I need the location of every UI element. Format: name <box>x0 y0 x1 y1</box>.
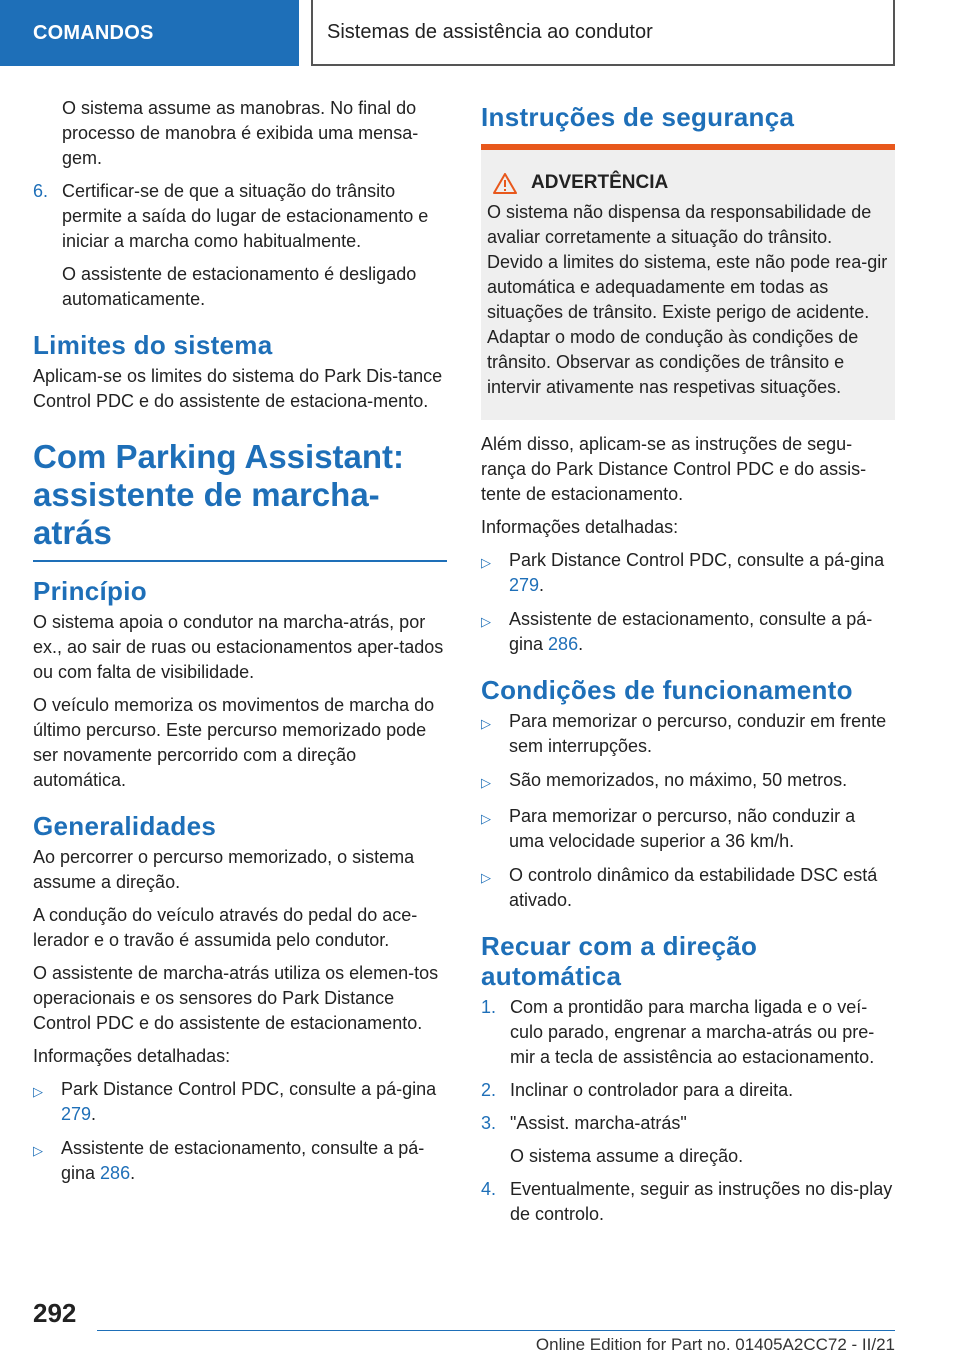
edition-text: Online Edition for Part no. 01405A2CC72 - II/21 <box>535 1335 895 1354</box>
warning-header <box>487 172 889 194</box>
step-4: 4. Eventualmente, seguir as instruções no dis-play de controlo. <box>481 1179 893 1224</box>
general-info: Informações detalhadas: <box>33 1046 231 1066</box>
page-link[interactable]: 279 <box>509 575 540 595</box>
principle-p1: O sistema apoia o condutor na marcha-atrás, por ex., ao sair de ruas ou estacionamentos aper-tados ou com falta de visibilidade. <box>33 612 444 682</box>
page-header <box>0 0 960 66</box>
left-column <box>33 96 447 1195</box>
page-number: 292 <box>33 1298 77 1328</box>
list-item: ▷ Assistente de estacionamento, consulte a pá-gina 286. <box>33 1136 447 1186</box>
triangle-bullet-icon: ▷ <box>481 555 491 570</box>
limits-text: Aplicam-se os limites do sistema do Park Dis-tance Control PDC e do assistente de estaciona-mento. <box>33 366 443 411</box>
general-p2: A condução do veículo através do pedal do ace-lerador e o travão é assumida pelo condutor. <box>33 905 418 950</box>
main-heading: Com Parking Assistant: assistente de marcha-atrás <box>33 438 447 562</box>
step-6-note: O assistente de estacionamento é desligado automaticamente. <box>62 264 417 309</box>
right-column <box>481 96 895 1235</box>
step-text: Certificar-se de que a situação do trânsito permite a saída do lugar de estacionamento e iniciar a marcha como habitualmente. <box>62 181 429 251</box>
reverse-heading: Recuar com a direção automática <box>481 931 758 991</box>
warning-triangle-icon <box>493 173 517 194</box>
safety-p1: Além disso, aplicam-se as instruções de segu-rança do Park Distance Control PDC e do assis-tente de estacionamento. <box>481 434 867 504</box>
warning-box <box>481 144 895 420</box>
triangle-bullet-icon: ▷ <box>33 1084 43 1099</box>
principle-heading: Princípio <box>33 576 147 606</box>
conditions-heading: Condições de funcionamento <box>481 675 853 705</box>
list-item: ▷ Para memorizar o percurso, não conduzir a uma velocidade superior a 36 km/h. <box>481 804 895 854</box>
triangle-bullet-icon: ▷ <box>33 1143 43 1158</box>
list-item: ▷ Park Distance Control PDC, consulte a pá-gina 279. <box>481 548 895 598</box>
warning-label: ADVERTÊNCIA <box>531 172 669 193</box>
principle-p2: O veículo memoriza os movimentos de marcha do último percurso. Este percurso memorizado pode ser novamente percorrido com a direção automática. <box>33 695 435 790</box>
general-heading: Generalidades <box>33 811 217 841</box>
triangle-bullet-icon: ▷ <box>481 870 491 885</box>
list-item: ▷ Assistente de estacionamento, consulte a pá-gina 286. <box>481 607 895 657</box>
warning-text: O sistema não dispensa da responsabilidade de avaliar corretamente a situação do trânsito. Devido a limites do sistema, este não pode rea-gir automática e adequadamente em todas as situações de trânsito. Existe perigo de acidente. Adaptar o modo de condução às condições de trânsito. Observar as condições de trânsito e intervir ativamente nas respetivas situações. <box>487 202 888 397</box>
general-p3: O assistente de marcha-atrás utiliza os elemen-tos operacionais e os sensores do Park Distance Control PDC e do assistente de estacionamento. <box>33 963 439 1033</box>
list-item: ▷ São memorizados, no máximo, 50 metros. <box>481 768 895 795</box>
general-p1: Ao percorrer o percurso memorizado, o sistema assume a direção. <box>33 847 415 892</box>
intro-continuation: O sistema assume as manobras. No final do processo de manobra é exibida uma mensa-gem. <box>62 98 419 168</box>
triangle-bullet-icon: ▷ <box>481 775 491 790</box>
page-link[interactable]: 286 <box>548 634 579 654</box>
safety-heading: Instruções de segurança <box>481 102 795 132</box>
section-tab: COMANDOS <box>0 0 299 66</box>
step-2: 2. Inclinar o controlador para a direita. <box>481 1080 794 1100</box>
triangle-bullet-icon: ▷ <box>481 614 491 629</box>
step-6 <box>33 179 447 254</box>
list-item: ▷ O controlo dinâmico da estabilidade DSC está ativado. <box>481 863 895 913</box>
triangle-bullet-icon: ▷ <box>481 811 491 826</box>
step-3-note: O sistema assume a direção. <box>510 1146 744 1166</box>
step-number: 6. <box>33 181 49 201</box>
page-link[interactable]: 279 <box>61 1104 92 1124</box>
footer-divider <box>97 1330 895 1331</box>
step-3: 3. "Assist. marcha-atrás" <box>481 1113 687 1133</box>
triangle-bullet-icon: ▷ <box>481 716 491 731</box>
list-item: ▷ Para memorizar o percurso, conduzir em frente sem interrupções. <box>481 709 895 759</box>
page-link[interactable]: 286 <box>100 1163 131 1183</box>
step-1: 1. Com a prontidão para marcha ligada e o veí-culo parado, engrenar a marcha-atrás ou pre-mir a tecla de assistência ao estacionamento. <box>481 997 875 1067</box>
chapter-title: Sistemas de assistência ao condutor <box>311 0 895 66</box>
list-item: ▷ Park Distance Control PDC, consulte a pá-gina 279. <box>33 1077 447 1127</box>
limits-heading: Limites do sistema <box>33 330 273 360</box>
safety-info: Informações detalhadas: <box>481 517 679 537</box>
